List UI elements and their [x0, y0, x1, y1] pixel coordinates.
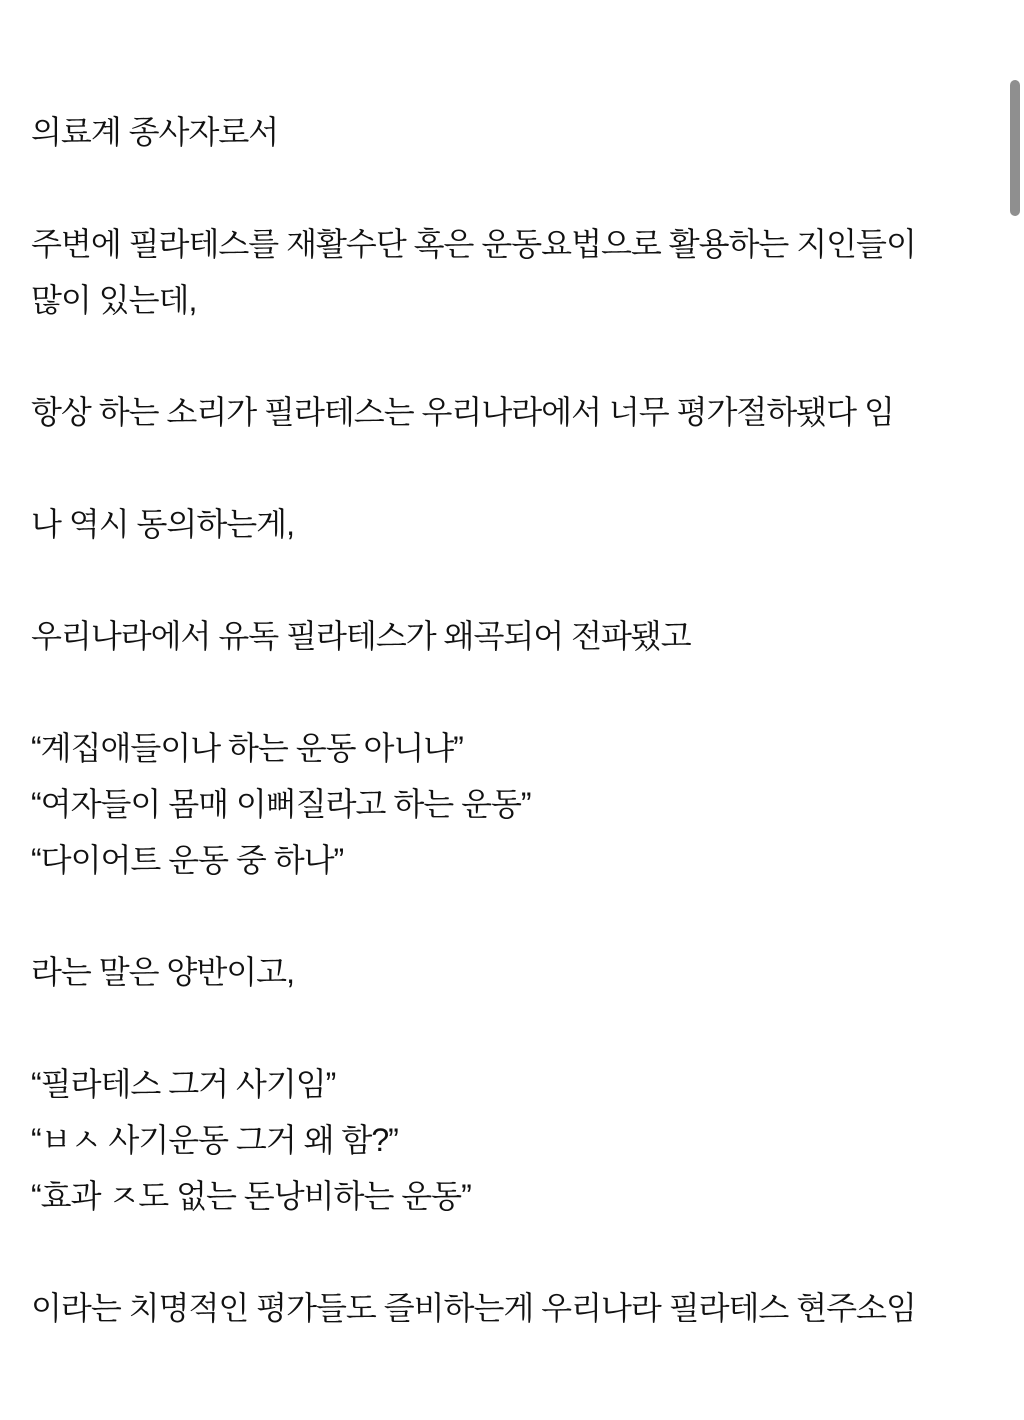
paragraph-quotes-mild: “계집애들이나 하는 운동 아니냐” “여자들이 몸매 이뻐질라고 하는 운동” “다이어트 운동 중 하나” — [31, 730, 531, 878]
paragraph-intro: 의료계 종사자로서 — [31, 114, 279, 150]
paragraph-agree: 나 역시 동의하는게, — [31, 506, 294, 542]
paragraph-distorted: 우리나라에서 유독 필라테스가 왜곡되어 전파됐고 — [31, 618, 691, 654]
paragraph-acquaintances: 주변에 필라테스를 재활수단 혹은 운동요법으로 활용하는 지인들이 많이 있는데, — [31, 226, 916, 318]
paragraph-conclusion: 이라는 치명적인 평가들도 즐비하는게 우리나라 필라테스 현주소임 — [31, 1290, 916, 1326]
scrollbar-thumb[interactable] — [1010, 80, 1020, 216]
paragraph-quotes-harsh: “필라테스 그거 사기임” “ㅂㅅ 사기운동 그거 왜 함?” “효과 ㅈ도 없는 돈낭비하는 운동” — [31, 1066, 471, 1214]
paragraph-undervalued: 항상 하는 소리가 필라테스는 우리나라에서 너무 평가절하됐다 임 — [31, 394, 894, 430]
paragraph-thats-polite: 라는 말은 양반이고, — [31, 954, 294, 990]
